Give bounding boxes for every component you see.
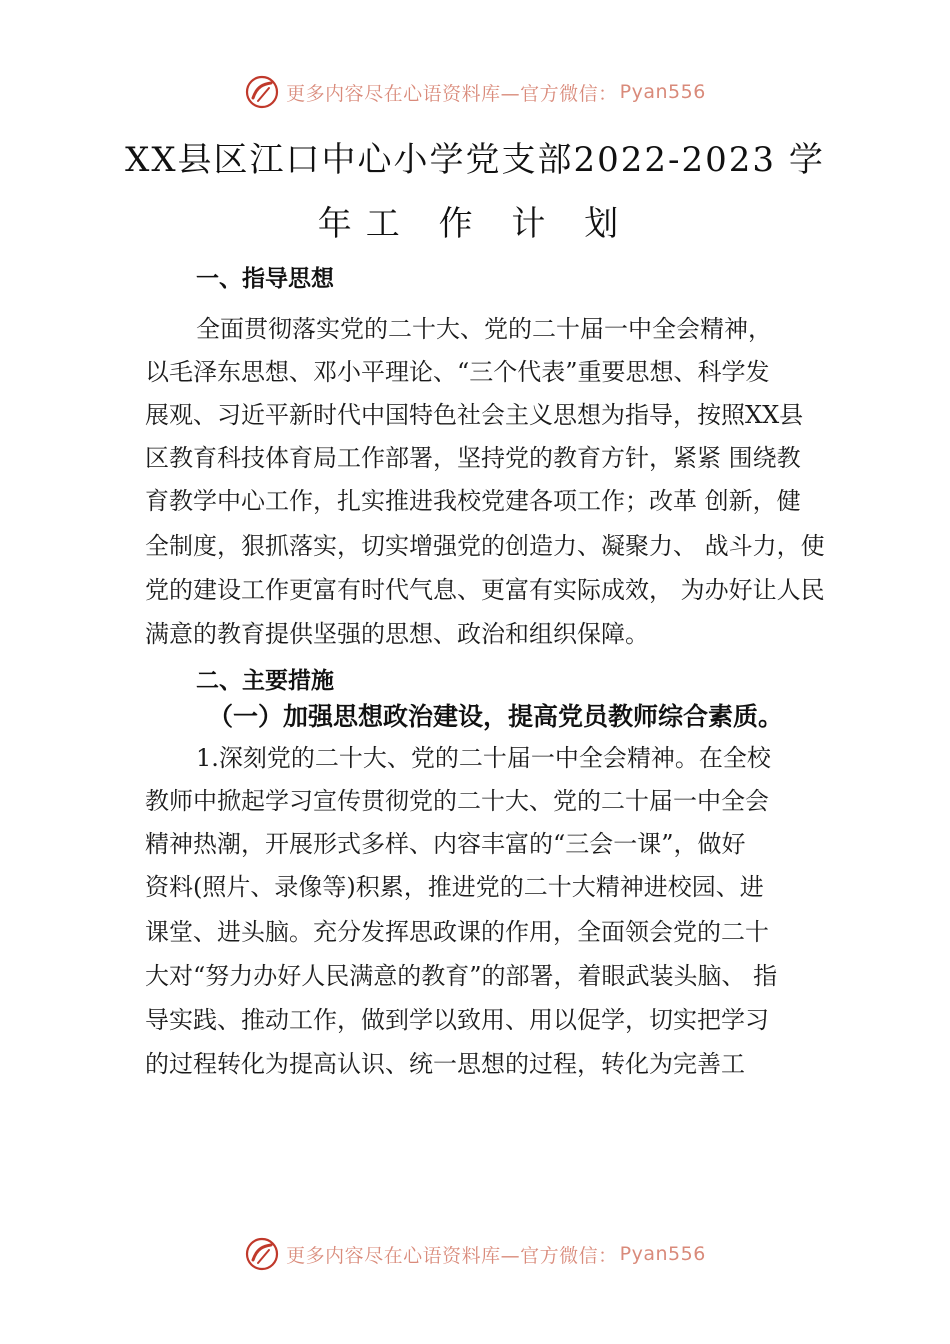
paragraph-line: 展观、习近平新时代中国特色社会主义思想为指导，按照XX县 (145, 401, 804, 429)
paragraph-line: 教师中掀起学习宣传贯彻党的二十大、党的二十届一中全会 (145, 787, 769, 815)
paragraph-line: 大对“努力办好人民满意的教育”的部署，着眼武装头脑、 指 (145, 962, 778, 990)
paragraph-line: 满意的教育提供坚强的思想、政治和组织保障。 (145, 620, 649, 648)
paragraph-line: 全面贯彻落实党的二十大、党的二十届一中全会精神， (196, 315, 772, 343)
paragraph-line: 以毛泽东思想、邓小平理论、“三个代表”重要思想、科学发 (145, 358, 770, 386)
paragraph-line: 资料(照片、录像等)积累，推进党的二十大精神进校园、进 (145, 873, 764, 901)
paragraph-line: 精神热潮，开展形式多样、内容丰富的“三会一课”，做好 (145, 830, 746, 858)
watermark-text: 更多内容尽在心语资料库—官方微信： (286, 1244, 618, 1267)
document-title-line-2: 年工 作 计 划 (317, 204, 633, 244)
paragraph-line: 党的建设工作更富有时代气息、更富有实际成效， 为办好让人民 (145, 576, 825, 604)
paragraph-line: 的过程转化为提高认识、统一思想的过程，转化为完善工 (145, 1050, 745, 1078)
paragraph-line: 全制度，狠抓落实，切实增强党的创造力、凝聚力、 战斗力，使 (145, 532, 825, 560)
document-title-line-1: XX县区江口中心小学党支部2022-2023 学 (125, 140, 825, 180)
subsection-heading: （一）加强思想政治建设，提高党员教师综合素质。 (208, 702, 784, 731)
paragraph-line: 育教学中心工作，扎实推进我校党建各项工作；改革 创新，健 (145, 487, 801, 515)
watermark-contact: Pyan556 (619, 1243, 706, 1265)
paragraph-line: 课堂、进头脑。充分发挥思政课的作用，全面领会党的二十 (145, 918, 769, 946)
brand-logo-icon (244, 74, 280, 110)
paragraph-line: 区教育科技体育局工作部署，坚持党的教育方针，紧紧 围绕教 (145, 444, 801, 472)
section-heading-main-measures: 二、主要措施 (196, 668, 334, 694)
watermark-contact: Pyan556 (619, 81, 706, 103)
paragraph-line: 导实践、推动工作，做到学以致用、用以促学，切实把学习 (145, 1006, 769, 1034)
watermark-footer (0, 1232, 950, 1276)
watermark-text: 更多内容尽在心语资料库—官方微信： (286, 82, 618, 105)
paragraph-line: 1.深刻党的二十大、党的二十届一中全会精神。在全校 (196, 744, 771, 772)
section-heading-guiding-ideology: 一、指导思想 (196, 266, 334, 292)
watermark-header (0, 70, 950, 114)
brand-logo-icon (244, 1236, 280, 1272)
